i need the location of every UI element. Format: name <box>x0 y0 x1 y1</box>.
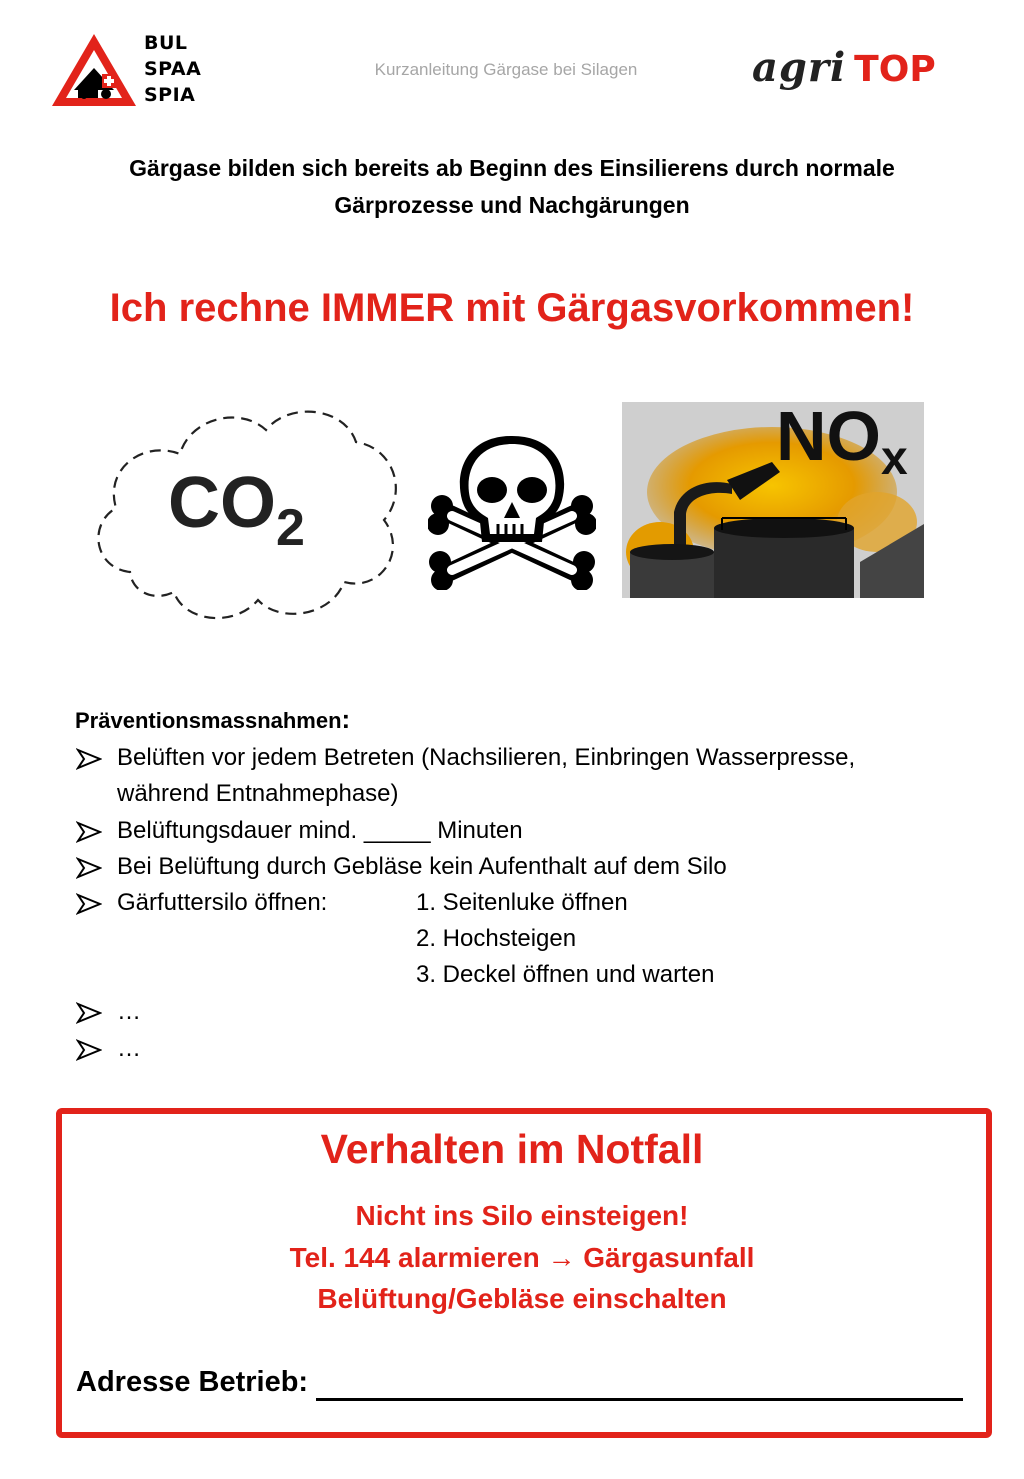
arrow-bullet-icon <box>76 748 102 770</box>
arrow-bullet-icon <box>76 821 102 843</box>
emergency-title: Verhalten im Notfall <box>320 1126 704 1172</box>
prevention-title <box>75 704 350 735</box>
silo-step-2: 2. Hochsteigen <box>416 925 577 952</box>
emergency-accident-text: Gärgasunfall <box>583 1242 755 1273</box>
prevention-item-3: Bei Belüftung durch Gebläse kein Aufenthalt auf dem Silo <box>117 853 727 880</box>
arrow-bullet-icon <box>76 857 102 879</box>
intro-line-2: Gärprozesse und Nachgärungen <box>334 192 690 218</box>
emergency-line-2 <box>0 1242 1024 1274</box>
silo-step-3: 3. Deckel öffnen und warten <box>416 961 715 988</box>
prevention-item-2: Belüftungsdauer mind. _____ Minuten <box>117 817 523 844</box>
silo-step-1: 1. Seitenluke öffnen <box>416 889 628 916</box>
intro-text <box>60 150 964 224</box>
bul-logo-line-2: SPAA <box>144 58 202 80</box>
agritop-logo-top: TOP <box>854 49 936 90</box>
prevention-item-6: … <box>117 1035 141 1062</box>
bul-logo-line-3: SPIA <box>144 84 196 106</box>
arrow-bullet-icon <box>76 1039 102 1061</box>
agritop-logo <box>752 44 936 94</box>
prevention-item-5: … <box>117 998 141 1025</box>
prevention-item-1-line-2: während Entnahmephase) <box>117 780 399 807</box>
agritop-logo-agri: agri <box>752 44 847 91</box>
headline: Ich rechne IMMER mit Gärgasvorkommen! <box>109 286 915 330</box>
address-label: Adresse Betrieb: <box>76 1366 309 1398</box>
intro-line-1: Gärgase bilden sich bereits ab Beginn des Einsilierens durch normale <box>129 155 895 181</box>
address-input-line[interactable] <box>316 1398 963 1401</box>
bul-logo-line-1: BUL <box>144 32 188 54</box>
co2-label <box>168 462 305 557</box>
prevention-item-4: Gärfuttersilo öffnen: <box>117 889 328 916</box>
prevention-title-text: Präventionsmassnahmen <box>75 708 342 733</box>
skull-crossbones-icon <box>428 430 596 590</box>
arrow-bullet-icon <box>76 1002 102 1024</box>
emergency-line-3: Belüftung/Gebläse einschalten <box>317 1283 727 1314</box>
co2-main-text: CO <box>168 463 276 543</box>
prevention-item-1-line-1: Belüften vor jedem Betreten (Nachsilieren, Einbringen Wasserpresse, <box>117 744 856 771</box>
nox-main-text: NO <box>776 397 881 475</box>
right-arrow-icon: → <box>547 1242 576 1273</box>
nox-subscript: x <box>881 432 908 485</box>
co2-subscript: 2 <box>276 499 305 557</box>
emergency-line-1: Nicht ins Silo einsteigen! <box>355 1200 689 1231</box>
header-caption: Kurzanleitung Gärgase bei Silagen <box>374 60 638 79</box>
nox-label <box>776 396 908 485</box>
prevention-title-colon: : <box>341 704 351 734</box>
arrow-bullet-icon <box>76 893 102 915</box>
emergency-alarm-text: Tel. 144 alarmieren <box>289 1242 540 1273</box>
